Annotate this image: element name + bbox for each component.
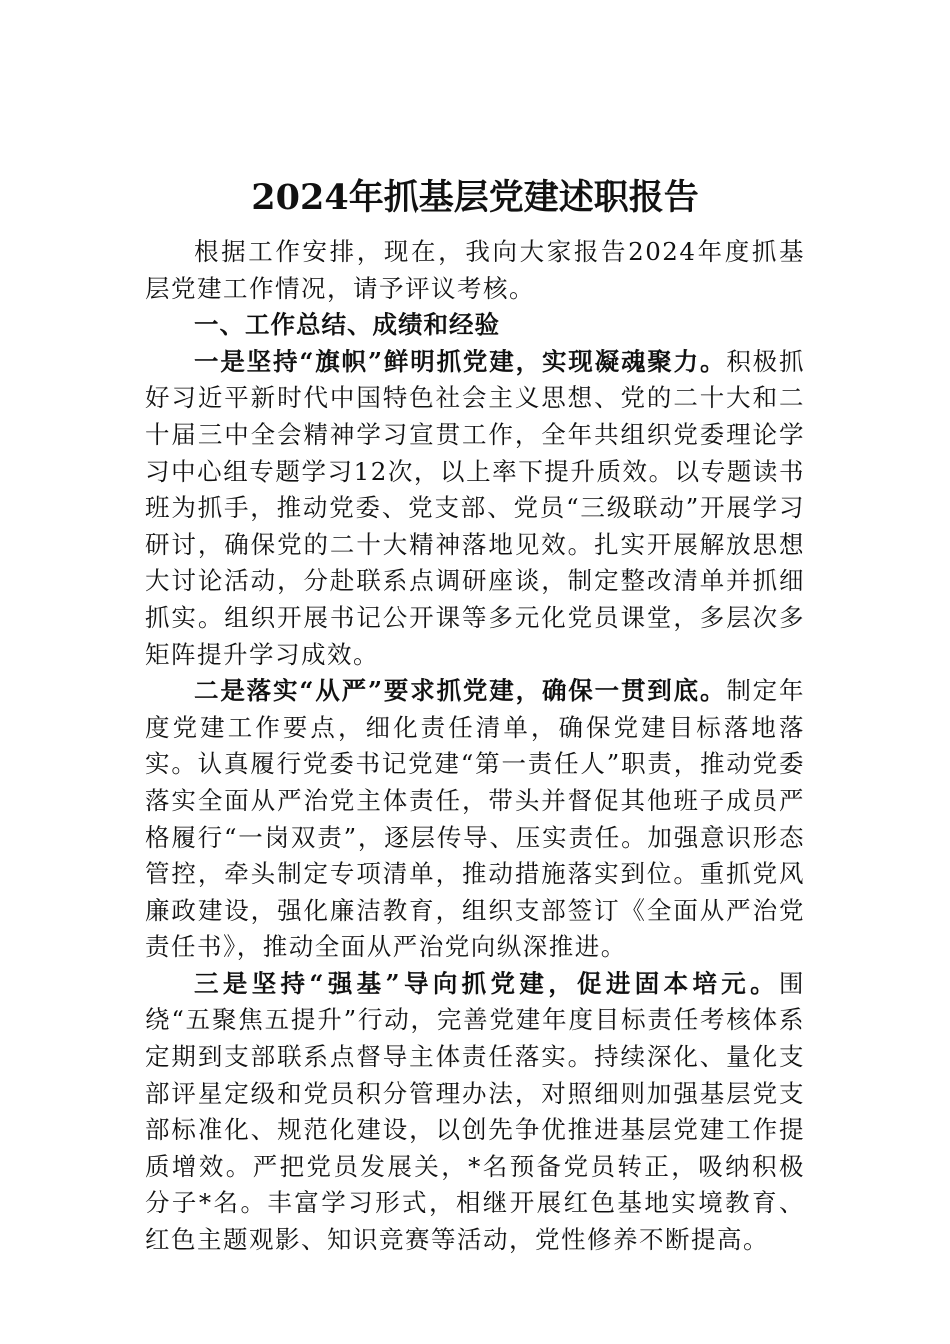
intro-paragraph: 根据工作安排，现在，我向大家报告2024年度抓基层党建工作情况，请予评议考核。 bbox=[145, 237, 805, 303]
body-paragraph-3 bbox=[145, 966, 805, 1259]
document-body bbox=[145, 234, 805, 1259]
paragraph-lead: 二是落实“从严”要求抓党建，确保一贯到底。 bbox=[194, 676, 727, 706]
body-paragraph-2 bbox=[145, 673, 805, 966]
paragraph-lead: 三是坚持“强基”导向抓党建，促进固本培元。 bbox=[194, 968, 779, 998]
paragraph-text: 积极抓好习近平新时代中国特色社会主义思想、党的二十大和二十届三中全会精神学习宣贯工作，全年共组织党委理论学习中心组专题学习12次，以上率下提升质效。以专题读书班为抓手，推动党委、党支部、党员“三级联动”开展学习研讨，确保党的二十大精神落地见效。扎实开展解放思想大讨论活动，分赴联系点调研座谈，制定整改清单并抓细抓实。组织开展书记公开课等多元化党员课堂，多层次多矩阵提升学习成效。 bbox=[145, 346, 806, 669]
section-heading: 一、工作总结、成绩和经验 bbox=[194, 310, 500, 340]
document-title: 2024年抓基层党建述职报告 bbox=[251, 177, 699, 218]
paragraph-text: 围绕“五聚焦五提升”行动，完善党建年度目标责任考核体系定期到支部联系点督导主体责任落实。持续深化、量化支部评星定级和党员积分管理办法，对照细则加强基层党支部标准化、规范化建设，以创先争优推进基层党建工作提质增效。严把党员发展关，*名预备党员转正，吸纳积极分子*名。丰富学习形式，相继开展红色基地实境教育、红色主题观影、知识竞赛等活动，党性修养不断提高。 bbox=[145, 968, 805, 1255]
paragraph-lead: 一是坚持“旗帜”鲜明抓党建，实现凝魂聚力。 bbox=[194, 346, 727, 376]
body-paragraph-1 bbox=[145, 344, 805, 673]
paragraph-text: 制定年度党建工作要点，细化责任清单，确保党建目标落地落实。认真履行党委书记党建“第一责任人”职责，推动党委落实全面从严治党主体责任，带头并督促其他班子成员严格履行“一岗双责”，逐层传导、压实责任。加强意识形态管控，牵头制定专项清单，推动措施落实到位。重抓党风廉政建设，强化廉洁教育，组织支部签订《全面从严治党责任书》，推动全面从严治党向纵深推进。 bbox=[145, 676, 806, 962]
